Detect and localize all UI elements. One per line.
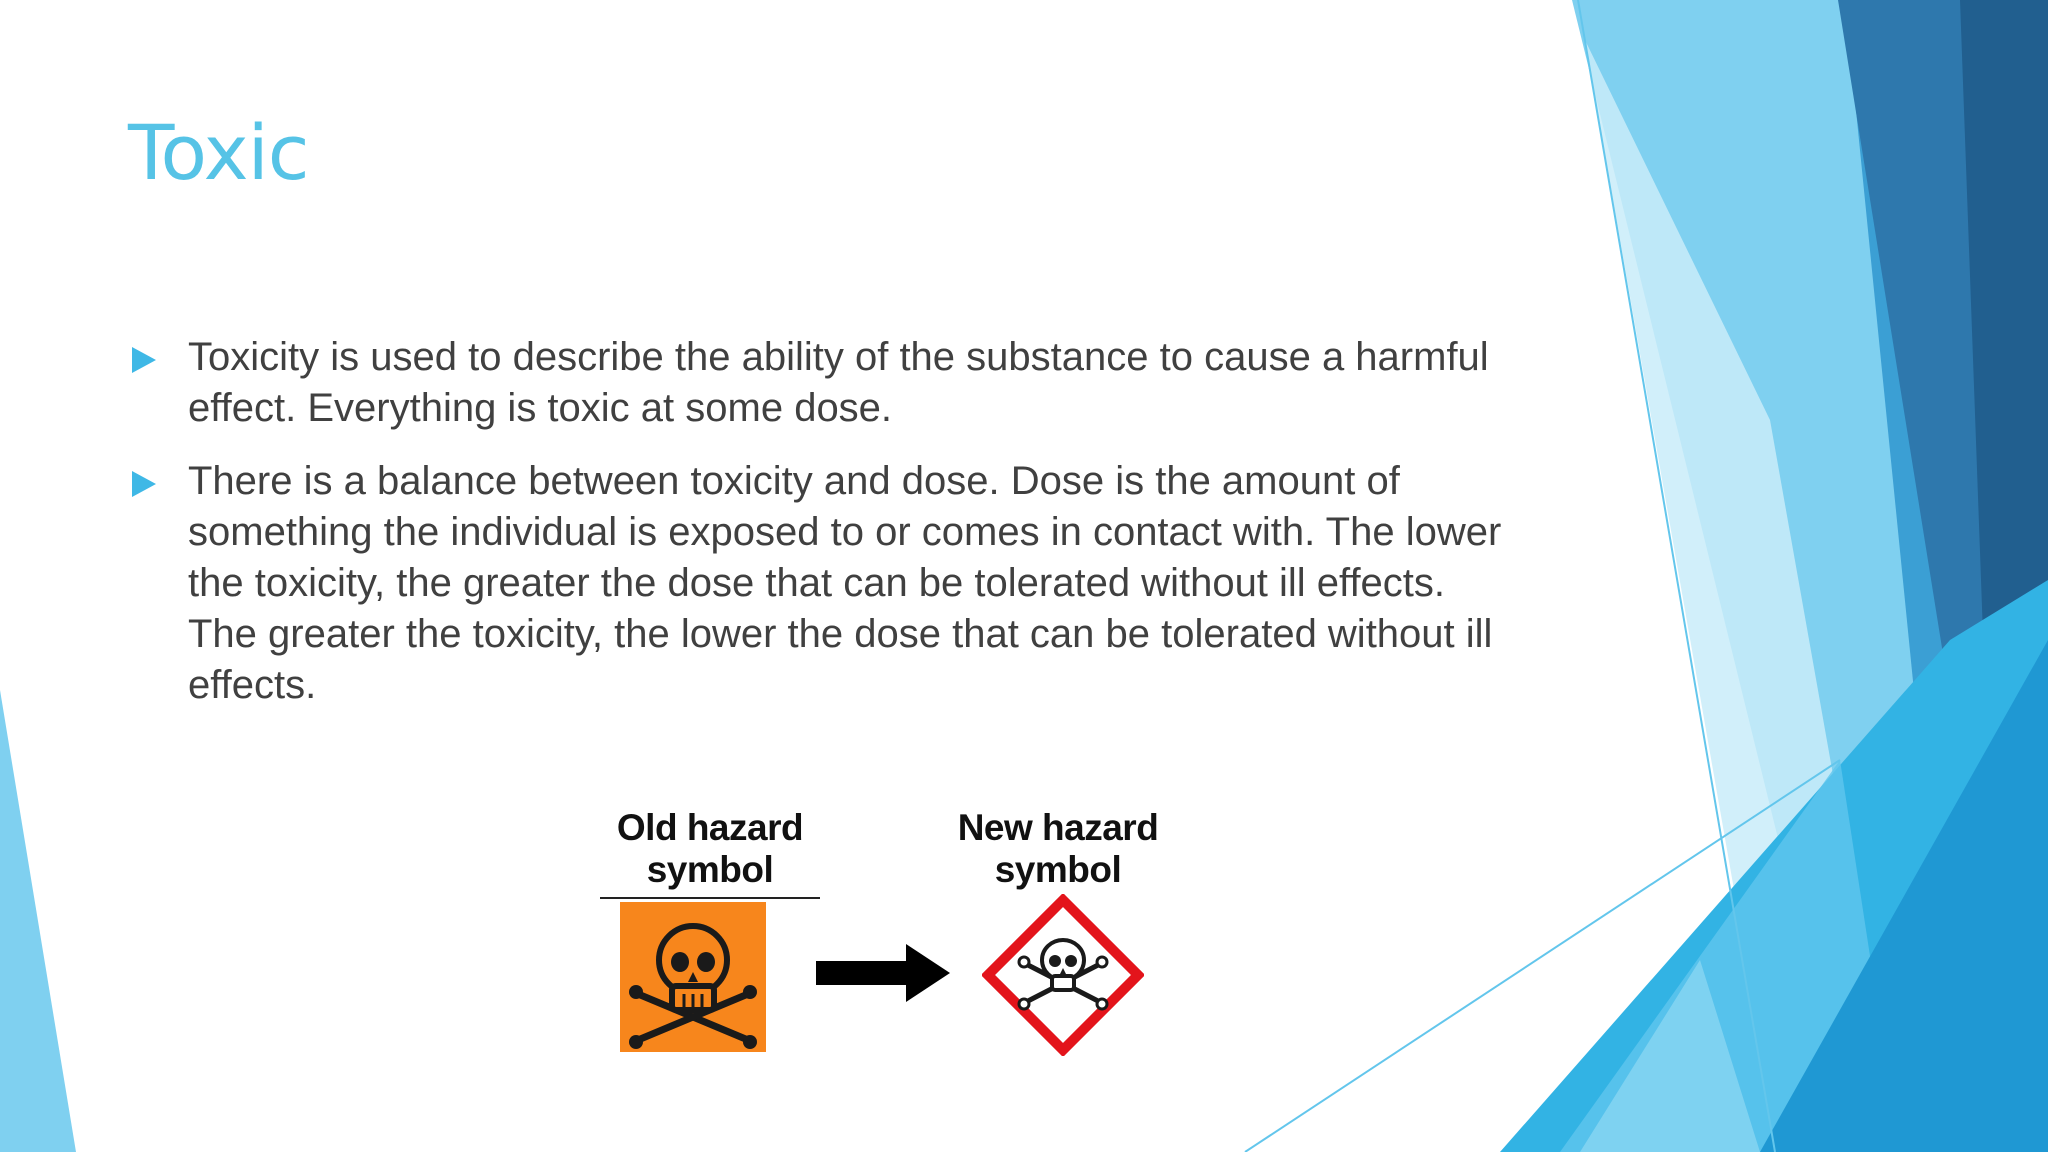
arrow-right-icon bbox=[816, 944, 950, 1002]
triangle-bullet-icon bbox=[132, 347, 156, 373]
old-hazard-caption: Old hazard symbol bbox=[600, 807, 820, 899]
bullet-list bbox=[130, 332, 1510, 733]
triangle-bullet-icon bbox=[132, 471, 156, 497]
old-hazard-symbol bbox=[620, 902, 766, 1052]
hazard-symbol-figure bbox=[600, 800, 1180, 1060]
bullet-text: There is a balance between toxicity and dose. Dose is the amount of something the individual is exposed to or comes in contact with. The lower the toxicity, the greater the dose that can be tolerated without ill effects. The greater the toxicity, the lower the dose that can be tolerated without ill effects. bbox=[188, 459, 1502, 707]
slide-title: Toxic bbox=[128, 108, 309, 197]
bullet-item bbox=[130, 332, 1510, 434]
bullet-item bbox=[130, 456, 1510, 711]
bullet-text: Toxicity is used to describe the ability of the substance to cause a harmful effect. Everything is toxic at some dose. bbox=[188, 335, 1489, 430]
new-hazard-caption: New hazard symbol bbox=[957, 807, 1159, 890]
decor-left-sliver bbox=[0, 690, 76, 1152]
new-hazard-symbol bbox=[982, 894, 1144, 1056]
